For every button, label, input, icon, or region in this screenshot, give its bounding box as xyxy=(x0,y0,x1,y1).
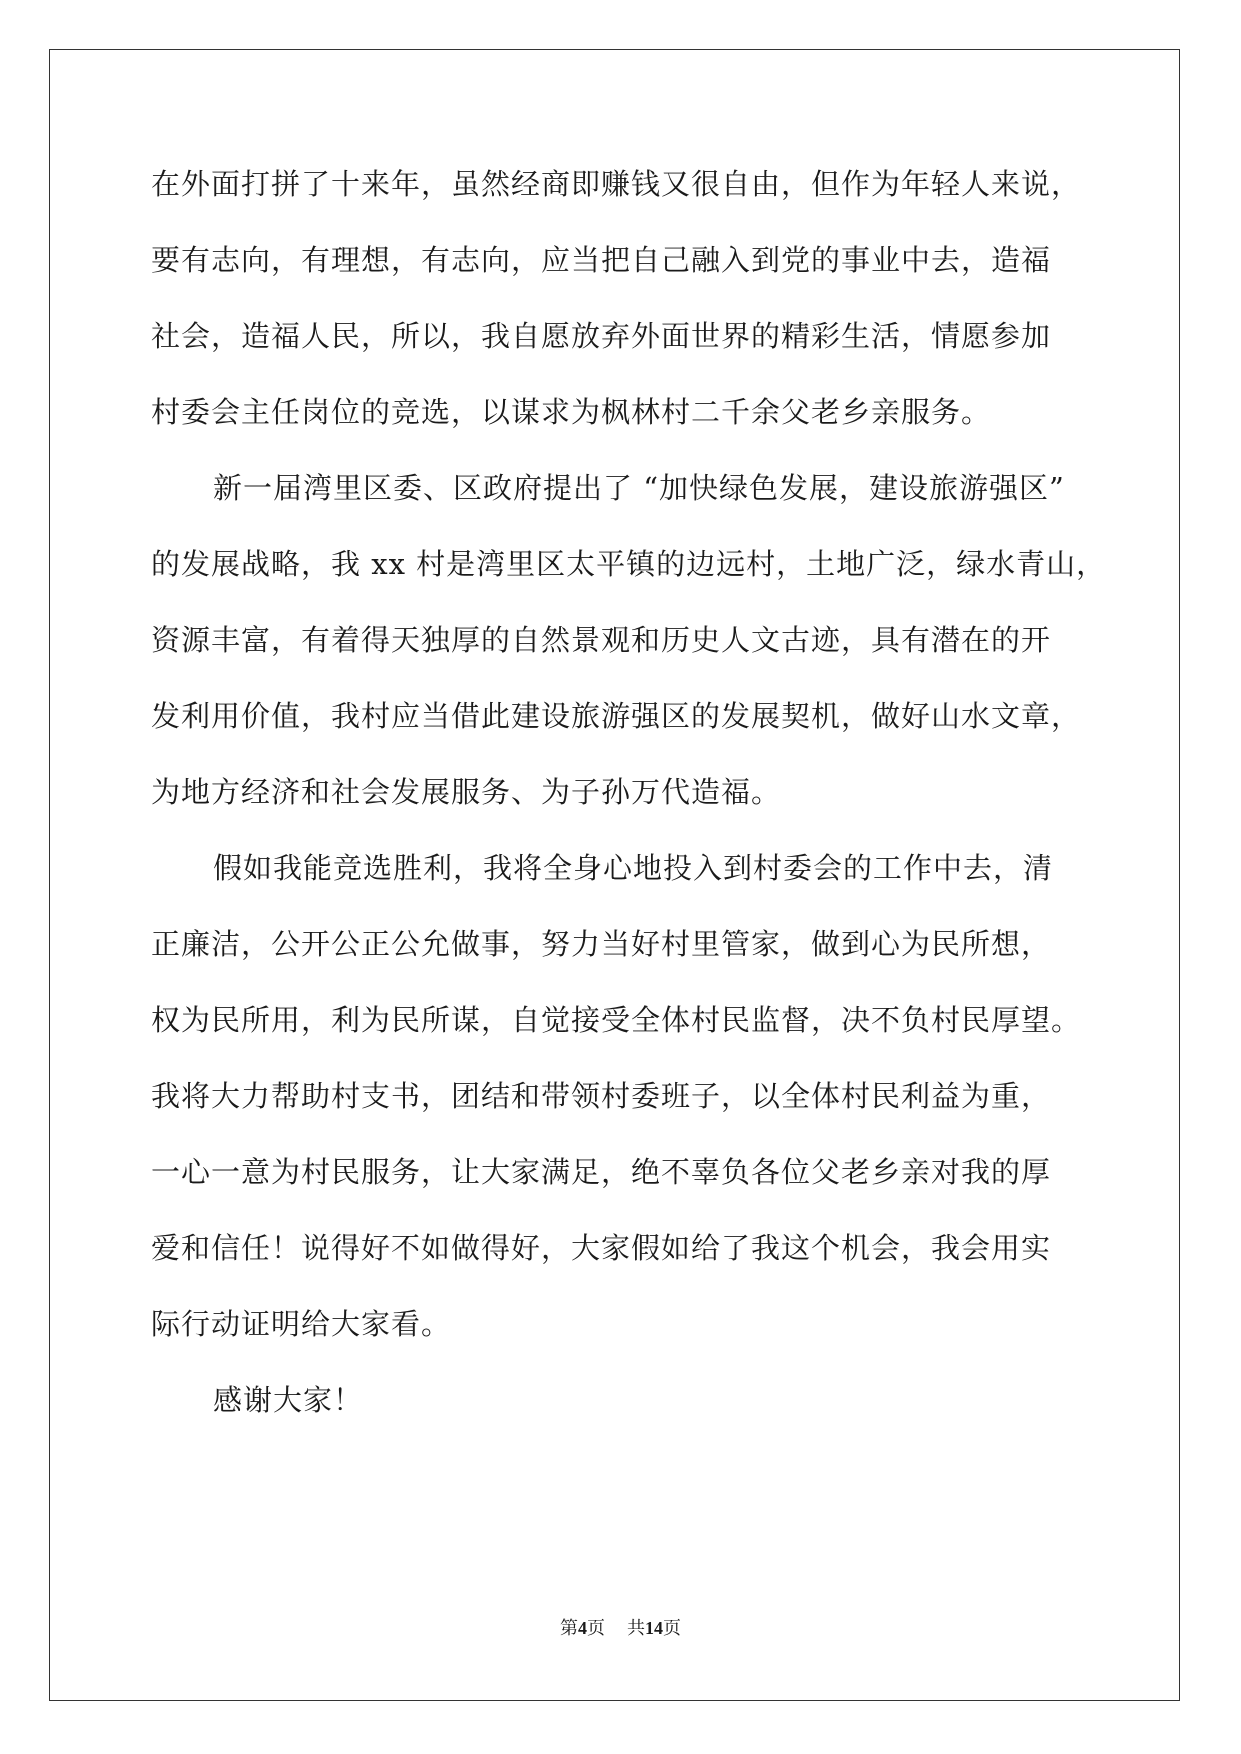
page-footer xyxy=(0,1614,1241,1640)
text-line: 一心一意为村民服务，让大家满足，绝不辜负各位父老乡亲对我的厚 xyxy=(151,1155,1052,1189)
page-suffix: 页 xyxy=(587,1618,605,1639)
text-line: 要有志向，有理想，有志向，应当把自己融入到党的事业中去，造福 xyxy=(151,243,1052,277)
page-number: 4 xyxy=(578,1618,587,1638)
total-suffix: 页 xyxy=(663,1618,681,1639)
text-line: 正廉洁，公开公正公允做事，努力当好村里管家，做到心为民所想， xyxy=(151,927,1052,961)
closing-line: 感谢大家！ xyxy=(213,1383,364,1417)
text-line: 际行动证明给大家看。 xyxy=(151,1307,452,1341)
document-body xyxy=(151,162,1107,1454)
total-prefix: 共 xyxy=(627,1618,645,1639)
text-line: 爱和信任！说得好不如做得好，大家假如给了我这个机会，我会用实 xyxy=(151,1231,1052,1265)
text-line: 我将大力帮助村支书，团结和带领村委班子，以全体村民利益为重， xyxy=(151,1079,1052,1113)
text-line: 在外面打拼了十来年，虽然经商即赚钱又很自由，但作为年轻人来说， xyxy=(151,167,1082,201)
paragraph-start-line: 新一届湾里区委、区政府提出了 “加快绿色发展，建设旅游强区” xyxy=(213,471,1065,505)
text-line: 权为民所用，利为民所谋，自觉接受全体村民监督，决不负村民厚望。 xyxy=(151,1003,1082,1037)
total-pages: 14 xyxy=(645,1618,663,1638)
text-line: 发利用价值，我村应当借此建设旅游强区的发展契机，做好山水文章， xyxy=(151,699,1082,733)
page-prefix: 第 xyxy=(560,1618,578,1639)
paragraph-start-line: 假如我能竞选胜利，我将全身心地投入到村委会的工作中去，清 xyxy=(213,851,1054,885)
text-line: 资源丰富，有着得天独厚的自然景观和历史人文古迹，具有潜在的开 xyxy=(151,623,1052,657)
text-line: 社会，造福人民，所以，我自愿放弃外面世界的精彩生活，情愿参加 xyxy=(151,319,1052,353)
text-line: 的发展战略，我 xx 村是湾里区太平镇的边远村，土地广泛，绿水青山， xyxy=(151,547,1107,581)
text-line: 村委会主任岗位的竞选，以谋求为枫林村二千余父老乡亲服务。 xyxy=(151,395,992,429)
text-line: 为地方经济和社会发展服务、为子孙万代造福。 xyxy=(151,775,782,809)
